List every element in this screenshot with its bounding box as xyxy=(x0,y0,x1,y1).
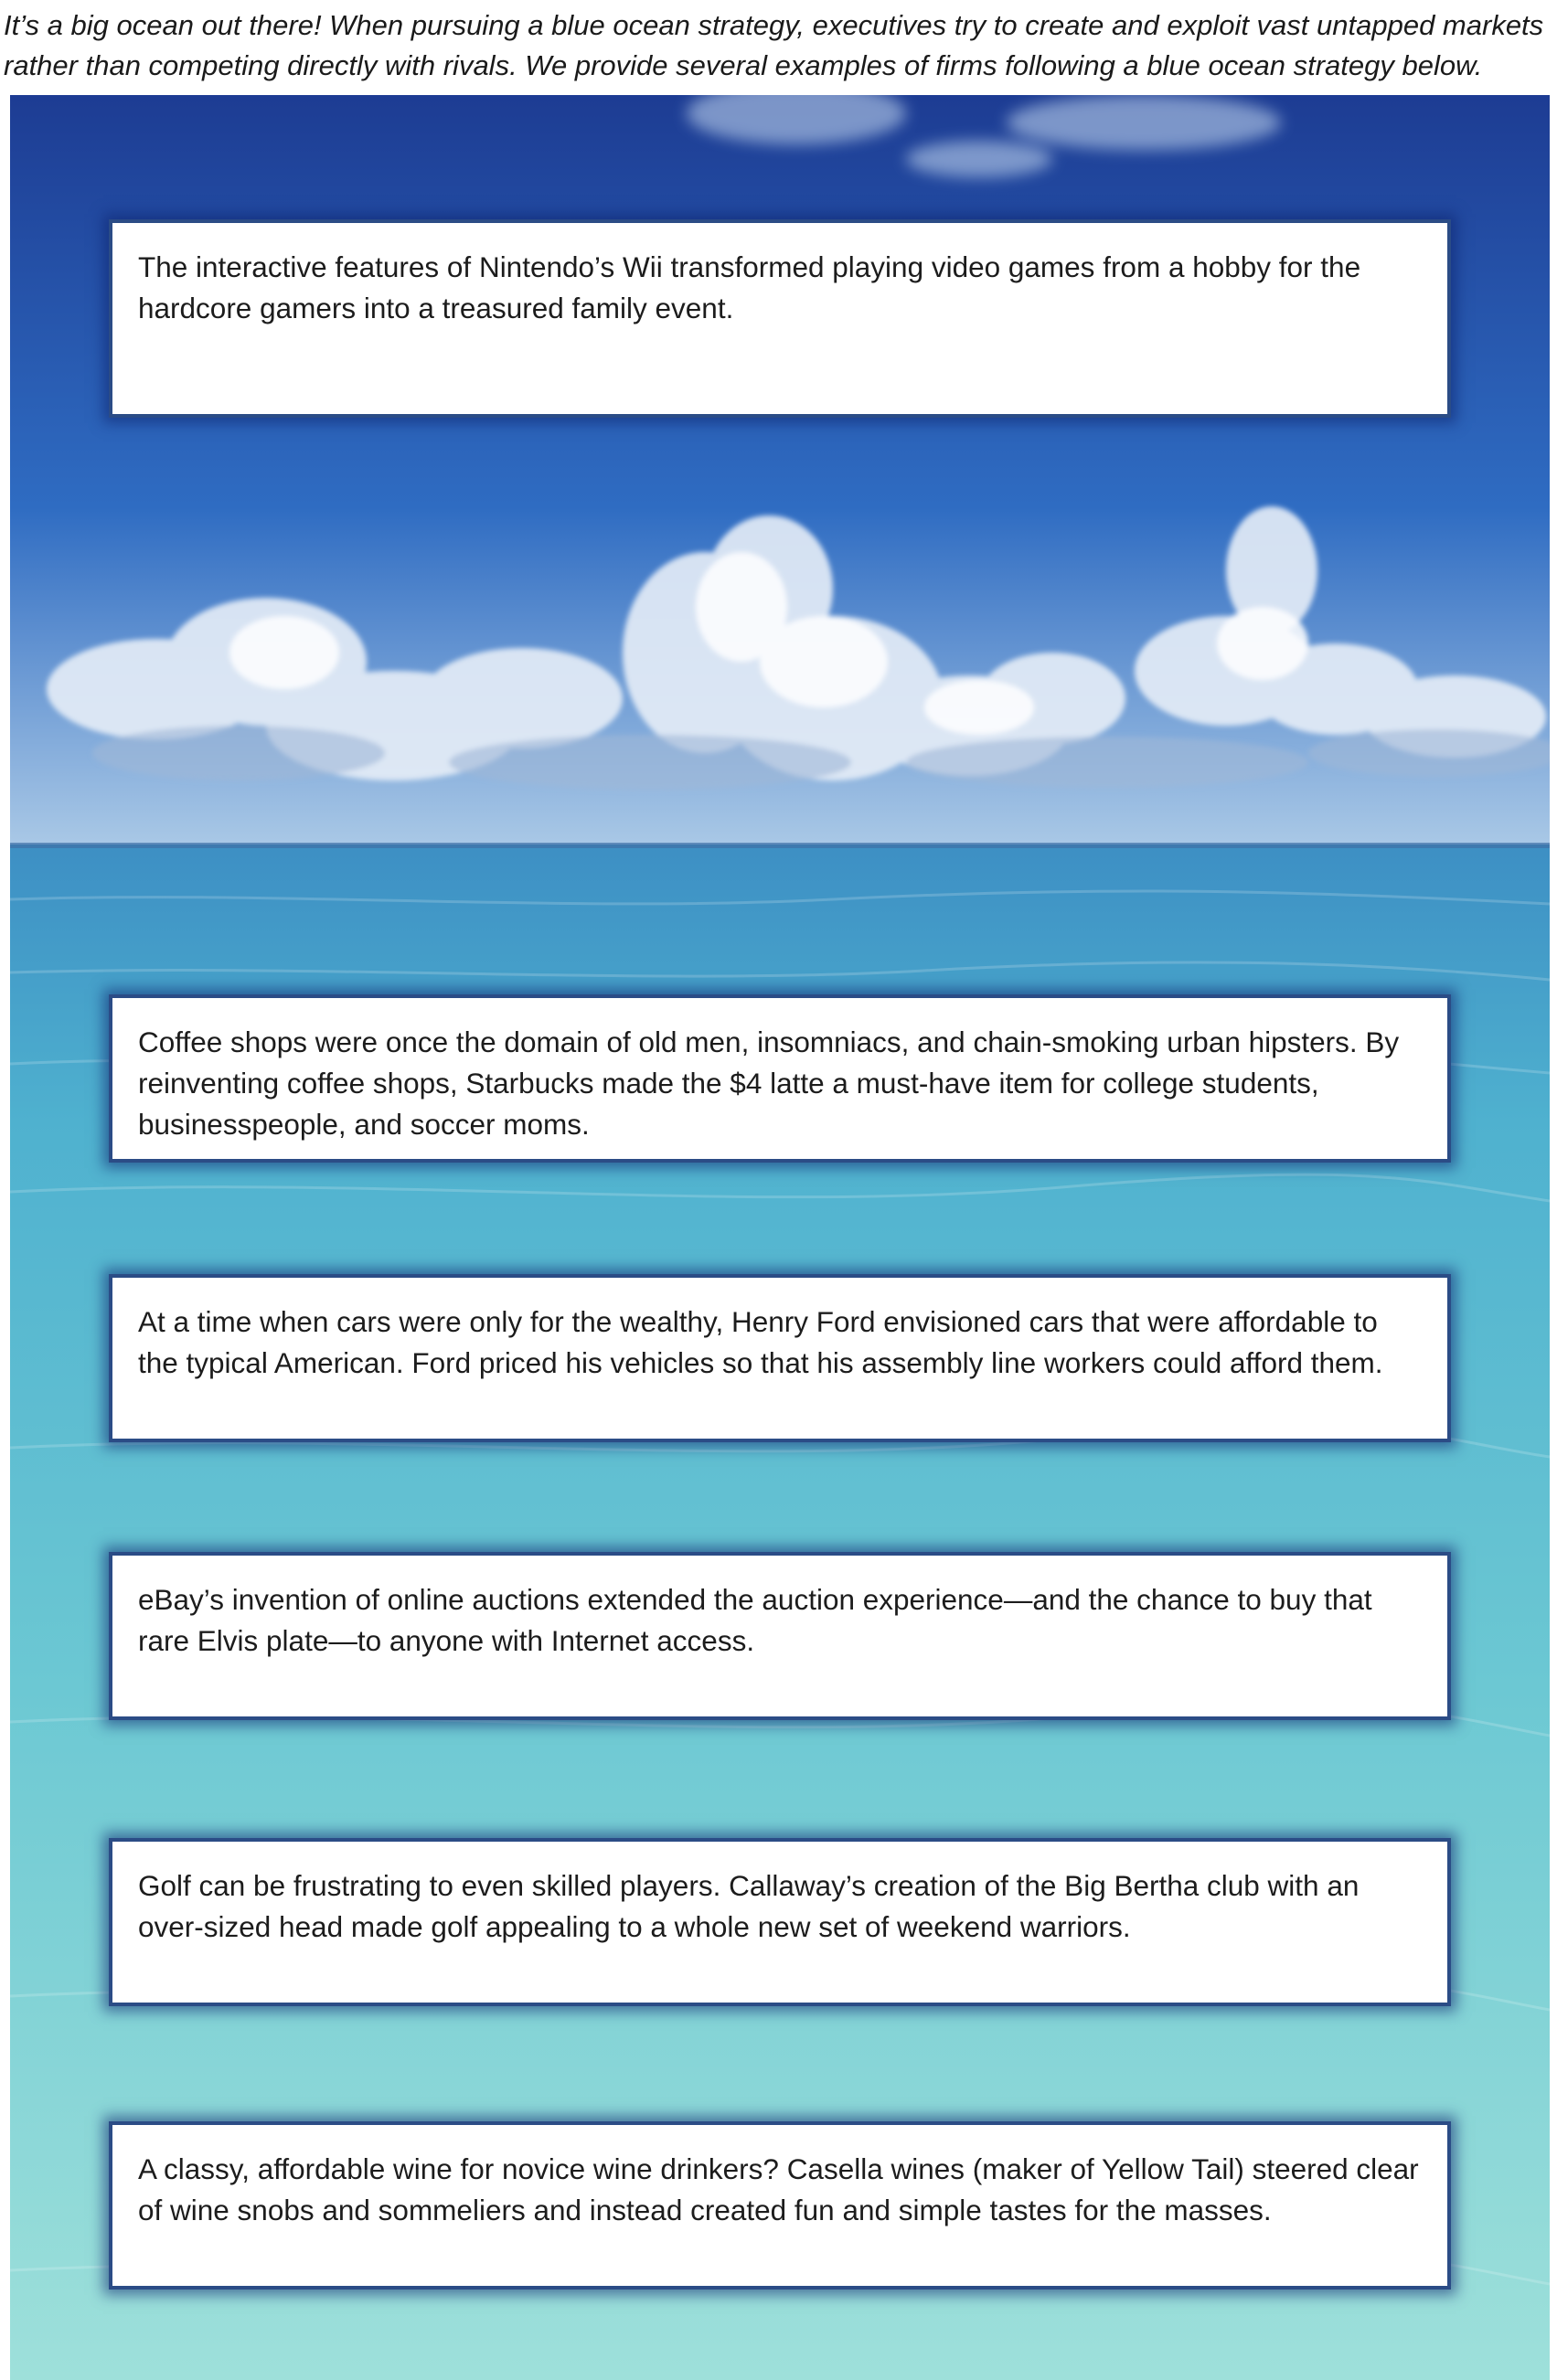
example-card-starbucks xyxy=(109,994,1451,1163)
horizon-line xyxy=(10,843,1550,848)
ocean-sky-illustration xyxy=(10,95,1550,2380)
example-text: Coffee shops were once the domain of old men, insomniacs, and chain-smoking urban hipsters. By reinventing coffee shops, Starbucks made the $4 latte a must-have item for college students, businesspeople, and soccer moms. xyxy=(138,1025,1400,1141)
example-card-nintendo-wii xyxy=(109,219,1451,418)
example-card-callaway xyxy=(109,1838,1451,2006)
example-card-casella-wines xyxy=(109,2121,1451,2290)
example-text: eBay’s invention of online auctions extended the auction experience—and the chance to buy that rare Elvis plate—to anyone with Internet access. xyxy=(138,1583,1372,1657)
example-card-henry-ford xyxy=(109,1274,1451,1442)
example-card-ebay xyxy=(109,1552,1451,1720)
ocean-background xyxy=(10,95,1550,2380)
intro-paragraph: It’s a big ocean out there! When pursuing a blue ocean strategy, executives try to create and exploit vast untapped markets rather than competing directly with rivals. We provide several examples of firms following a blue ocean strategy below. xyxy=(4,9,1544,81)
example-text: A classy, affordable wine for novice wine drinkers? Casella wines (maker of Yellow Tail) steered clear of wine snobs and sommeliers and instead created fun and simple tastes for the masses. xyxy=(138,2152,1419,2226)
example-text: At a time when cars were only for the wealthy, Henry Ford envisioned cars that were affordable to the typical American. Ford priced his vehicles so that his assembly line workers could afford them. xyxy=(138,1305,1383,1379)
example-text: The interactive features of Nintendo’s Wii transformed playing video games from a hobby for the hardcore gamers into a treasured family event. xyxy=(138,250,1361,324)
example-text: Golf can be frustrating to even skilled players. Callaway’s creation of the Big Bertha club with an over-sized head made golf appealing to a whole new set of weekend warriors. xyxy=(138,1869,1360,1943)
